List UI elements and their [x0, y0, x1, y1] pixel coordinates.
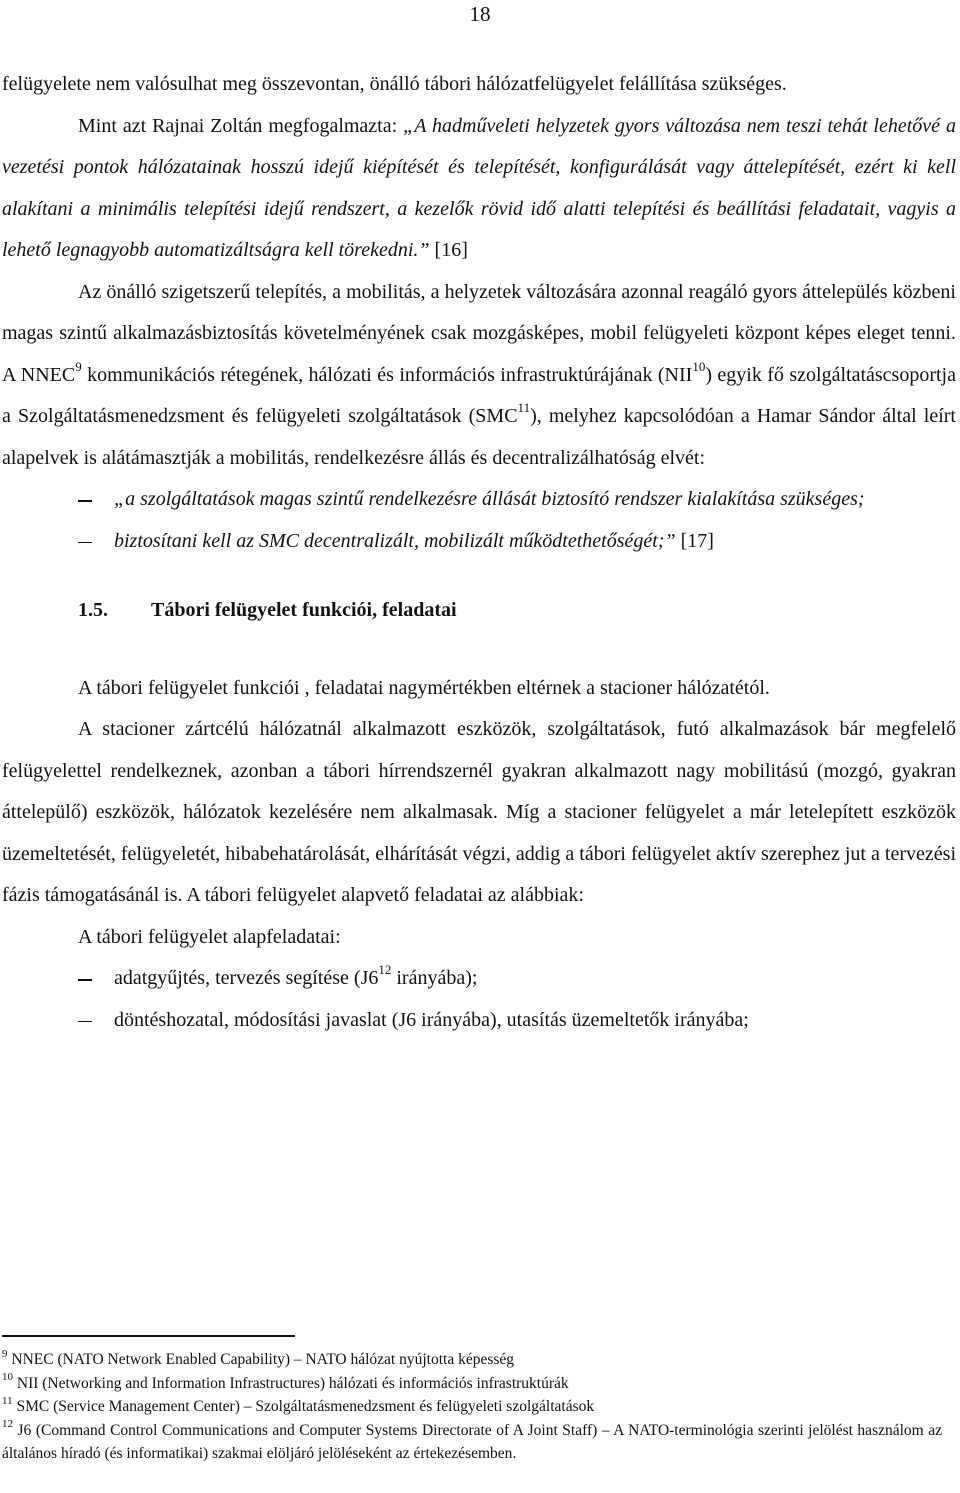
- footnote-number: 11: [2, 1394, 13, 1407]
- list-item: [2, 521, 956, 563]
- footnotes: [2, 1348, 942, 1466]
- list-item-text: irányába);: [391, 967, 478, 989]
- list-item: [2, 479, 956, 521]
- document-body: [2, 64, 956, 1041]
- paragraph-1: felügyelete nem valósulhat meg összevontan, önálló tábori hálózatfelügyelet felállítása szükséges.: [2, 73, 787, 95]
- dash-bullet: [2, 521, 114, 563]
- footnote-12: [2, 1419, 942, 1466]
- text-segment: kommunikációs rétegének, hálózati és információs infrastruktúrájának (NII: [81, 363, 693, 386]
- dash-bullet: [2, 958, 114, 1000]
- footnote-separator: [2, 1335, 295, 1337]
- footnote-ref-10: 10: [692, 358, 706, 374]
- quote-text: „A hadműveleti helyzetek gyors változása nem teszi tehát lehetővé a vezetési pontok hálózatainak hosszú idejű kiépítését és telepítését, konfigurálását vagy áttelepítését, ezért ki kell alakítani a minimális telepítési idejű rendszert, a kezelők rövid idő alatti telepítési és beállítási feladatait, vagyis a lehető legnagyobb automatizáltságra kell törekedni.”: [2, 114, 956, 261]
- list-item: [2, 1000, 956, 1042]
- footnote-text: NII (Networking and Information Infrastructures) hálózati és információs infrastruktúrák: [13, 1374, 569, 1392]
- list-item-text: „a szolgáltatások magas szintű rendelkezésre állását biztosító rendszer kialakítása szükséges;: [114, 488, 865, 510]
- paragraph-quote-rajnai: [2, 106, 956, 272]
- footnote-ref-11: 11: [517, 400, 531, 416]
- footnote-number: 9: [2, 1347, 8, 1360]
- footnote-text: J6 (Command Control Communications and Computer Systems Directorate of A Joint Staff) – A NATO-terminológia szerinti jelölést használom az általános híradó (és informatikai) szakmai elöljáró jelöléseként az értekezésemben.: [2, 1421, 942, 1462]
- footnote-ref-12: 12: [378, 962, 392, 978]
- text-segment: ) egyik fő szolgáltatáscsoportja a Szolgáltatásmenedzsment és felügyeleti szolgáltatások (SMC: [2, 363, 956, 427]
- dash-bullet: [2, 479, 114, 521]
- footnote-text: NNEC (NATO Network Enabled Capability) – NATO hálózat nyújtotta képesség: [7, 1351, 515, 1368]
- dash-bullet: [2, 1000, 114, 1042]
- paragraph-basic-tasks: A tábori felügyelet alapfeladatai:: [78, 925, 341, 948]
- section-heading: [2, 590, 956, 632]
- paragraph-functions: A tábori felügyelet funkciói , feladatai nagymértékben eltérnek a stacioner hálózatétól.: [78, 676, 770, 699]
- section-title: Tábori felügyelet funkciói, feladatai: [151, 599, 457, 621]
- footnote-10: [2, 1372, 942, 1396]
- citation-17: [17]: [675, 529, 714, 552]
- footnote-ref-9: 9: [75, 358, 82, 374]
- text-segment: ), melyhez kapcsolódóan a Hamar Sándor által leírt alapelvek is alátámasztják a mobilitás, rendelkezésre állás és decentralizálhatóság elvét:: [2, 405, 956, 469]
- list-item: [2, 958, 956, 1000]
- page-number: 18: [469, 2, 491, 26]
- text-segment: Az önálló szigetszerű telepítés, a mobilitás, a helyzetek változására azonnal reagáló gyors áttelepülés közbeni magas szintű alkalmazásbiztosítás követelményének csak mozgásképes, mobil felügyeleti központ képes eleget tenni. A NNEC: [2, 280, 956, 386]
- list-item-text: döntéshozatal, módosítási javaslat (J6 irányába), utasítás üzemeltetők irányába;: [114, 1008, 749, 1031]
- footnote-11: [2, 1395, 942, 1419]
- footnote-9: [2, 1348, 942, 1372]
- paragraph-stacioner: A stacioner zártcélú hálózatnál alkalmazott eszközök, szolgáltatások, futó alkalmazások bár megfelelő felügyelettel rendelkeznek, azonban a tábori hírrendszernél gyakran alkalmazott nagy mobilitású (mozgó, gyakran áttelepülő) eszközök, hálózatok kezelésére nem alkalmasak. Míg a stacioner felügyelet a már letelepített eszközök üzemeltetését, felügyeletét, hibabehatárolását, elhárítását végzi, addig a tábori felügyelet aktív szerephez jut a tervezési fázis támogatásánál is. A tábori felügyelet alapvető feladatai az alábbiak:: [2, 718, 956, 906]
- footnote-number: 10: [2, 1371, 13, 1384]
- list-item-text: biztosítani kell az SMC decentralizált, mobilizált működtethetőségét;”: [114, 529, 676, 552]
- list-item-text: adatgyűjtés, tervezés segítése (J6: [114, 967, 379, 989]
- paragraph-mobility: [2, 272, 956, 480]
- citation-16: [16]: [429, 239, 468, 261]
- footnote-number: 12: [2, 1418, 13, 1431]
- footnote-text: SMC (Service Management Center) – Szolgáltatásmenedzsment és felügyeleti szolgáltatások: [12, 1398, 595, 1415]
- section-number: 1.5.: [78, 599, 108, 621]
- quote-intro: Mint azt Rajnai Zoltán megfogalmazta:: [78, 114, 404, 137]
